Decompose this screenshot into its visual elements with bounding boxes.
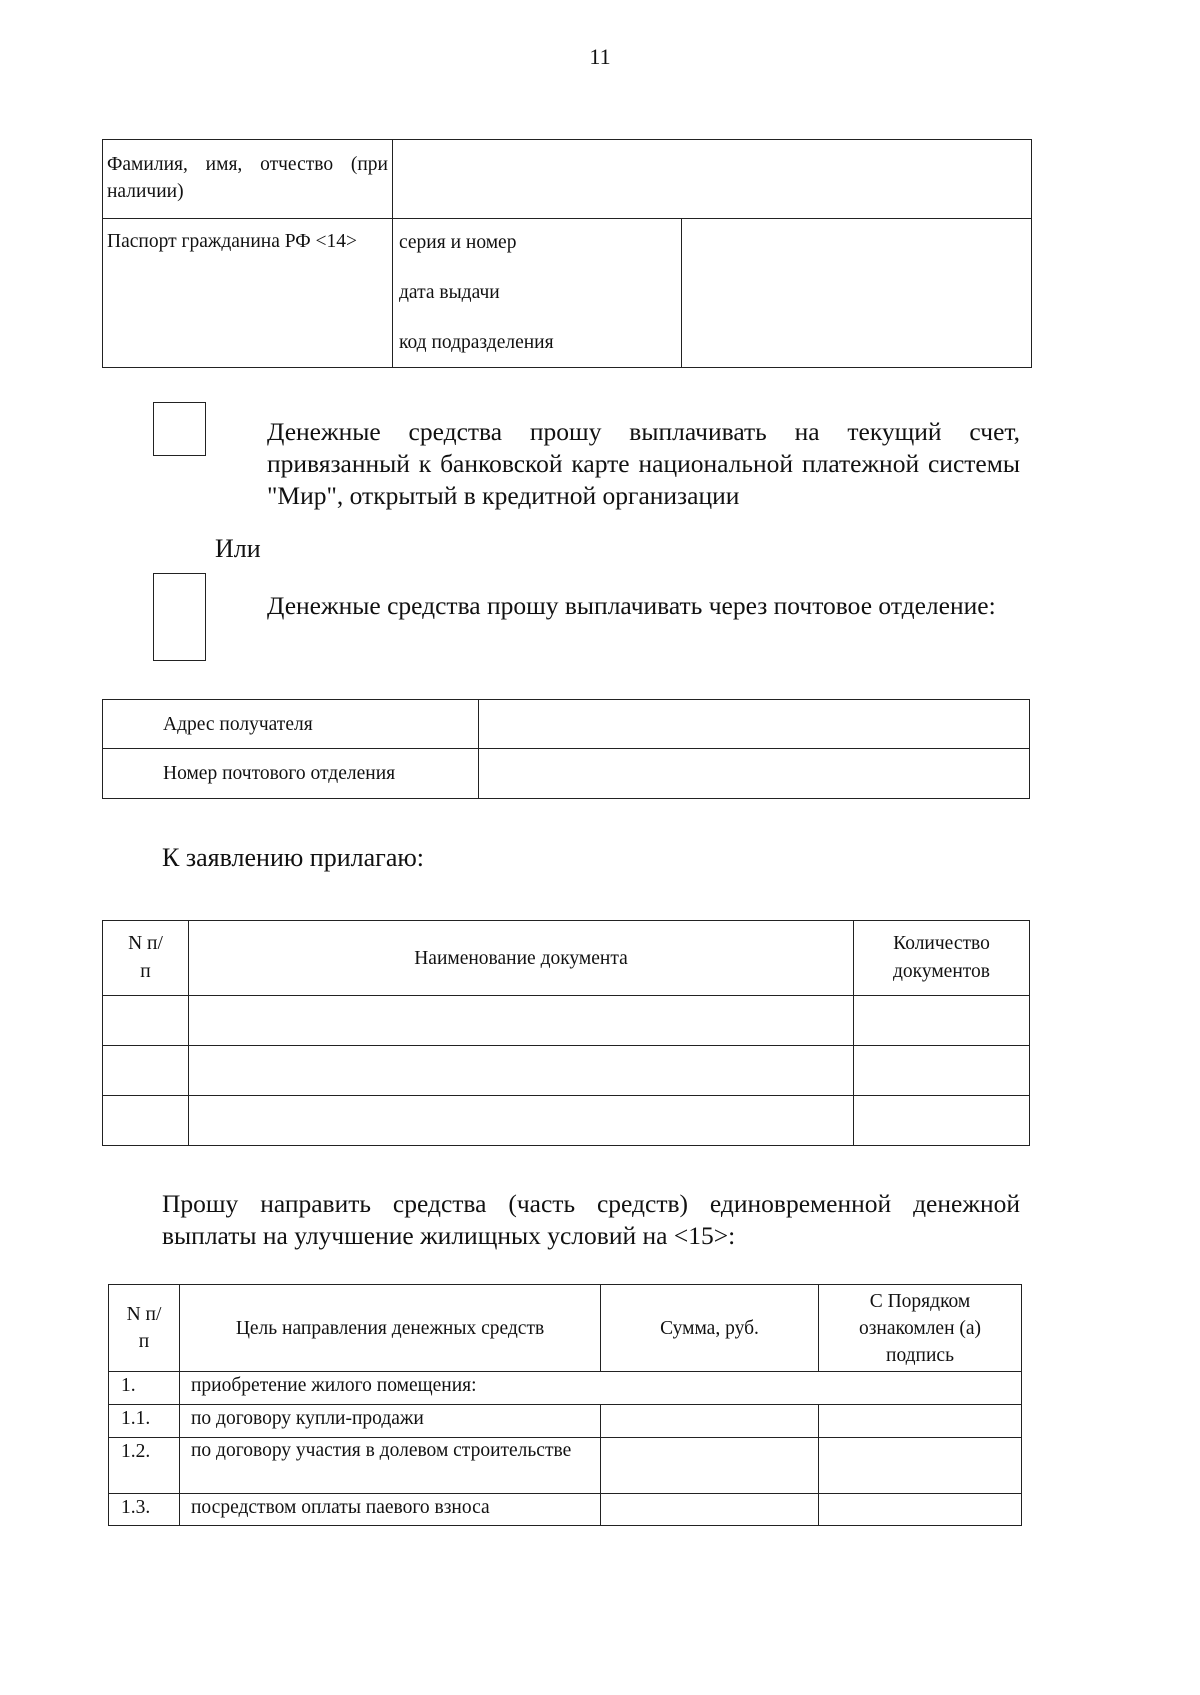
purpose-row-text-cell <box>180 1438 601 1494</box>
purpose-col-num-header <box>109 1285 180 1372</box>
attachment-num-input[interactable] <box>103 1046 189 1096</box>
row-num: 1.1. <box>121 1408 151 1429</box>
post-office-label: Номер почтового отделения <box>163 763 396 784</box>
post-option-checkbox[interactable] <box>153 573 206 661</box>
passport-input[interactable] <box>682 219 1032 368</box>
table-row <box>109 1494 1022 1526</box>
purpose-row-text-cell <box>180 1405 601 1438</box>
attachment-name-input[interactable] <box>189 996 854 1046</box>
post-office-input[interactable] <box>479 749 1030 799</box>
card-option-checkbox[interactable] <box>153 402 206 456</box>
col-num-label: N п/п <box>128 933 163 982</box>
signature-input[interactable] <box>819 1438 1022 1494</box>
row-text: по договору купли-продажи <box>191 1408 424 1429</box>
purpose-col-goal-label: Цель направления денежных средств <box>235 1317 545 1339</box>
sum-input[interactable] <box>601 1405 819 1438</box>
sum-input[interactable] <box>601 1438 819 1494</box>
table-row <box>103 996 1030 1046</box>
address-label-cell <box>103 700 479 749</box>
purpose-row-num <box>109 1438 180 1494</box>
purpose-row-text-cell <box>180 1372 1022 1405</box>
address-label: Адрес получателя <box>163 713 313 735</box>
attachment-num-input[interactable] <box>103 1096 189 1146</box>
purpose-col-sum-header <box>601 1285 819 1372</box>
col-num-header <box>103 921 189 996</box>
card-option-text: Денежные средства прошу выплачивать на текущий счет, привязанный к банковской карте национальной платежной системы "Мир", открытый в кредитной организации <box>267 417 1020 510</box>
attachment-count-input[interactable] <box>854 1046 1030 1096</box>
passport-series-label: серия и номер <box>399 232 517 253</box>
address-input[interactable] <box>479 700 1030 749</box>
attachment-count-input[interactable] <box>854 1096 1030 1146</box>
passport-label: Паспорт гражданина РФ <14> <box>107 231 358 252</box>
page-number: 11 <box>589 44 611 69</box>
table-row <box>103 1046 1030 1096</box>
signature-input[interactable] <box>819 1405 1022 1438</box>
passport-code-label: код подразделения <box>399 332 554 353</box>
fio-input[interactable] <box>393 140 1032 219</box>
purpose-paragraph: Прошу направить средства (часть средств) единовременной денежной выплаты на улучшение жилищных условий на <15>: <box>162 1189 1020 1250</box>
fio-label-cell <box>103 140 393 219</box>
signature-input[interactable] <box>819 1494 1022 1526</box>
purpose-table <box>108 1284 1022 1526</box>
passport-label-cell <box>103 219 393 368</box>
fio-label: Фамилия, имя, отчество (при наличии) <box>107 154 388 202</box>
row-text: по договору участия в долевом строительстве <box>191 1440 572 1461</box>
purpose-col-num-label: N п/п <box>126 1304 162 1352</box>
table-row <box>109 1405 1022 1438</box>
purpose-row-text-cell <box>180 1494 601 1526</box>
attachment-num-input[interactable] <box>103 996 189 1046</box>
row-num: 1.2. <box>121 1441 151 1462</box>
post-table <box>102 699 1030 799</box>
purpose-col-sign-label: С Порядком ознакомлен (а) подпись <box>858 1290 982 1366</box>
or-label: Или <box>215 534 261 563</box>
col-count-label: Количество документов <box>892 933 990 982</box>
col-count-header <box>854 921 1030 996</box>
purpose-col-sign-header <box>819 1285 1022 1372</box>
purpose-row-num <box>109 1372 180 1405</box>
passport-date-label: дата выдачи <box>399 282 500 303</box>
attachment-count-input[interactable] <box>854 996 1030 1046</box>
table-row <box>109 1372 1022 1405</box>
attachment-name-input[interactable] <box>189 1046 854 1096</box>
identity-table <box>102 139 1032 368</box>
post-office-label-cell <box>103 749 479 799</box>
table-row <box>109 1438 1022 1494</box>
col-name-header <box>189 921 854 996</box>
row-text: приобретение жилого помещения: <box>191 1375 477 1396</box>
row-num: 1. <box>121 1375 136 1396</box>
attachments-table <box>102 920 1030 1146</box>
purpose-col-goal-header <box>180 1285 601 1372</box>
sum-input[interactable] <box>601 1494 819 1526</box>
passport-fields-cell <box>393 219 682 368</box>
purpose-row-num <box>109 1494 180 1526</box>
purpose-row-num <box>109 1405 180 1438</box>
col-name-label: Наименование документа <box>414 947 628 969</box>
row-text: посредством оплаты паевого взноса <box>191 1497 490 1518</box>
purpose-col-sum-label: Сумма, руб. <box>660 1317 759 1339</box>
attachment-name-input[interactable] <box>189 1096 854 1146</box>
attachments-heading: К заявлению прилагаю: <box>162 843 425 872</box>
row-num: 1.3. <box>121 1497 151 1518</box>
table-row <box>103 1096 1030 1146</box>
post-option-text: Денежные средства прошу выплачивать через почтовое отделение: <box>267 591 996 620</box>
